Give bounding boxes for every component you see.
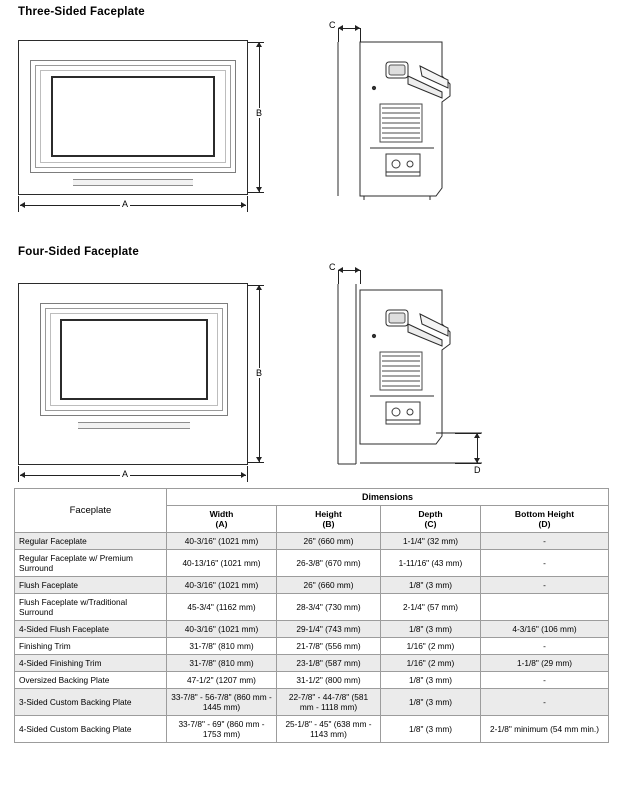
section-title-four-sided: Four-Sided Faceplate: [18, 246, 139, 258]
dim-label-a-three: A: [122, 199, 129, 209]
header-faceplate: Faceplate: [15, 489, 167, 533]
four-sided-side-view: [330, 278, 490, 468]
cell-width: 33-7/8" - 56-7/8" (860 mm - 1445 mm): [167, 689, 277, 716]
bottom-louver: [73, 179, 193, 186]
header-width: [167, 506, 277, 533]
cell-depth: 1/8" (3 mm): [381, 577, 481, 594]
table-row: [15, 655, 609, 672]
cell-height: 31-1/2" (800 mm): [277, 672, 381, 689]
table-row: [15, 672, 609, 689]
faceplate-inner-line-four: [50, 313, 218, 406]
three-sided-side-view: [330, 36, 480, 201]
dim-line-a-four: [20, 475, 246, 476]
cell-bottom: [481, 594, 609, 621]
cell-bottom: -: [481, 550, 609, 577]
cell-height: 26" (660 mm): [277, 533, 381, 550]
cell-bottom: 1-1/8" (29 mm): [481, 655, 609, 672]
header-bottom-height: [481, 506, 609, 533]
bottom-louver-four: [78, 422, 190, 429]
table-header-row-group: [15, 489, 609, 506]
cell-depth: 1-1/4" (32 mm): [381, 533, 481, 550]
cell-bottom: -: [481, 638, 609, 655]
three-sided-front-view: [18, 40, 248, 195]
cell-depth: 1/16" (2 mm): [381, 638, 481, 655]
cell-bottom: -: [481, 533, 609, 550]
header-width-letter: (A): [215, 519, 228, 529]
cell-height: 26-3/8" (670 mm): [277, 550, 381, 577]
dim-arrow-a-left-four: [20, 472, 25, 478]
cell-bottom: 4-3/16" (106 mm): [481, 621, 609, 638]
cell-width: 45-3/4" (1162 mm): [167, 594, 277, 621]
dim-arrow-a-left-three: [20, 202, 25, 208]
cell-depth: 2-1/4" (57 mm): [381, 594, 481, 621]
table-row: [15, 716, 609, 743]
header-height-letter: (B): [322, 519, 335, 529]
header-height-name: Height: [315, 509, 342, 519]
cell-depth: 1/16" (2 mm): [381, 655, 481, 672]
dim-ext-a-left-three: [18, 196, 19, 212]
cell-faceplate: 3-Sided Custom Backing Plate: [15, 689, 167, 716]
dim-label-b-three: B: [256, 108, 263, 118]
dim-ext-a-right-three: [247, 196, 248, 212]
cell-depth: 1/8" (3 mm): [381, 621, 481, 638]
four-sided-front-view: [18, 283, 248, 465]
dim-ext-b-top-three: [248, 42, 264, 43]
dim-label-c-three: C: [329, 20, 336, 30]
dimensions-table-wrapper: [14, 488, 608, 743]
dim-label-d-four: D: [474, 465, 481, 475]
cell-faceplate: Oversized Backing Plate: [15, 672, 167, 689]
cell-faceplate: Flush Faceplate: [15, 577, 167, 594]
dim-ext-b-bottom-four: [248, 462, 264, 463]
cell-width: 40-3/16" (1021 mm): [167, 577, 277, 594]
cell-height: 25-1/8" - 45" (638 mm - 1143 mm): [277, 716, 381, 743]
table-row: [15, 533, 609, 550]
header-bottom-letter: (D): [538, 519, 551, 529]
cell-bottom: -: [481, 577, 609, 594]
table-row: [15, 550, 609, 577]
cell-faceplate: 4-Sided Flush Faceplate: [15, 621, 167, 638]
cell-depth: 1/8" (3 mm): [381, 672, 481, 689]
dim-label-a-four: A: [122, 469, 129, 479]
faceplate-inner-line: [40, 70, 226, 163]
header-dimensions-group: Dimensions: [167, 489, 609, 506]
cell-faceplate: 4-Sided Finishing Trim: [15, 655, 167, 672]
table-row: [15, 594, 609, 621]
header-depth-name: Depth: [418, 509, 443, 519]
cell-width: 47-1/2" (1207 mm): [167, 672, 277, 689]
cell-bottom: -: [481, 689, 609, 716]
cell-width: 31-7/8" (810 mm): [167, 638, 277, 655]
dim-ext-a-right-four: [247, 466, 248, 482]
dimensions-table: [14, 488, 609, 743]
table-row: [15, 689, 609, 716]
cell-width: 33-7/8" - 69" (860 mm - 1753 mm): [167, 716, 277, 743]
dim-ext-b-top-four: [248, 285, 264, 286]
header-bottom-name: Bottom Height: [514, 509, 575, 519]
cell-bottom: -: [481, 672, 609, 689]
cell-faceplate: Flush Faceplate w/Traditional Surround: [15, 594, 167, 621]
header-width-name: Width: [209, 509, 234, 519]
cell-bottom: 2-1/8" minimum (54 mm min.): [481, 716, 609, 743]
cell-width: 40-3/16" (1021 mm): [167, 621, 277, 638]
section-title-three-sided: Three-Sided Faceplate: [18, 6, 145, 18]
cell-faceplate: Finishing Trim: [15, 638, 167, 655]
dim-label-c-four: C: [329, 262, 336, 272]
cell-depth: 1/8" (3 mm): [381, 716, 481, 743]
cell-faceplate: 4-Sided Custom Backing Plate: [15, 716, 167, 743]
dim-arrow-a-right-four: [241, 472, 246, 478]
cell-height: 22-7/8" - 44-7/8" (581 mm - 1118 mm): [277, 689, 381, 716]
cell-height: 29-1/4" (743 mm): [277, 621, 381, 638]
cell-width: 40-13/16" (1021 mm): [167, 550, 277, 577]
dim-label-b-four: B: [256, 368, 263, 378]
dim-arrow-a-right-three: [241, 202, 246, 208]
dim-ext-a-left-four: [18, 466, 19, 482]
header-height: [277, 506, 381, 533]
header-depth-letter: (C): [424, 519, 437, 529]
cell-height: 23-1/8" (587 mm): [277, 655, 381, 672]
table-row: [15, 577, 609, 594]
cell-faceplate: Regular Faceplate: [15, 533, 167, 550]
header-depth: [381, 506, 481, 533]
cell-faceplate: Regular Faceplate w/ Premium Surround: [15, 550, 167, 577]
cell-height: 21-7/8" (556 mm): [277, 638, 381, 655]
dim-ext-b-bottom-three: [248, 192, 264, 193]
cell-width: 40-3/16" (1021 mm): [167, 533, 277, 550]
cell-height: 28-3/4" (730 mm): [277, 594, 381, 621]
cell-height: 26" (660 mm): [277, 577, 381, 594]
cell-depth: 1-11/16" (43 mm): [381, 550, 481, 577]
dim-line-a-three: [20, 205, 246, 206]
cell-depth: 1/8" (3 mm): [381, 689, 481, 716]
table-row: [15, 638, 609, 655]
cell-width: 31-7/8" (810 mm): [167, 655, 277, 672]
table-row: [15, 621, 609, 638]
